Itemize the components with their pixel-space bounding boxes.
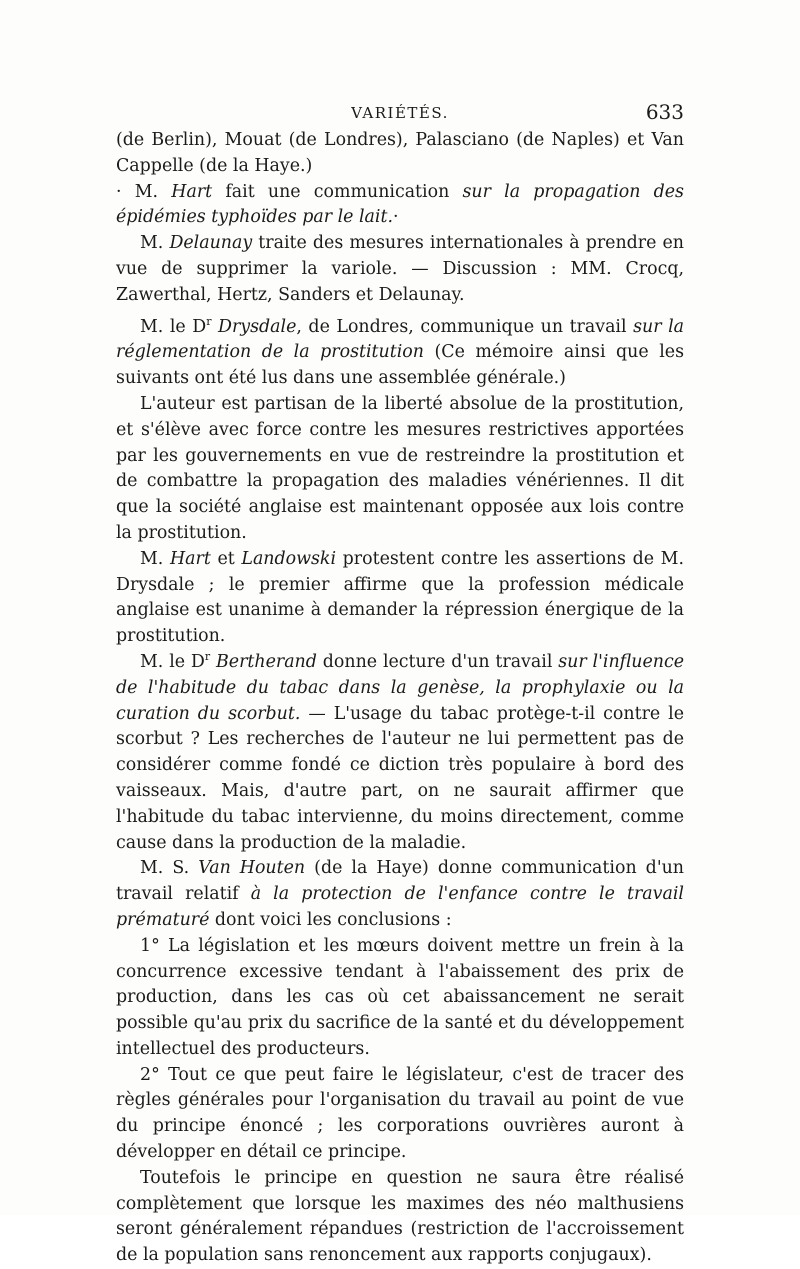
running-head: VARIÉTÉS. [351, 104, 449, 122]
paragraph-6-conjunction: et [210, 548, 242, 569]
paragraph-2-lead: · M. [116, 181, 172, 202]
paragraph-6-text: protestent contre les assertions de M. Drysdale ; le premier affirme que la profession médicale anglaise est unanime à demander la répression énergique de la prostitution. [116, 548, 684, 647]
author-name-landowski: Landowski [241, 548, 337, 569]
paragraph-8-lead: M. S. [140, 858, 199, 879]
paragraph-4-text: , de Londres, communique un travail [296, 316, 634, 337]
paragraph-8-tail: dont voici les conclusions : [209, 909, 452, 930]
author-name-hart: Hart [171, 181, 213, 202]
paragraph-6 [116, 547, 684, 650]
paragraph-4-lead: M. le D [140, 316, 207, 337]
paragraph-4-superscript: r [206, 314, 212, 328]
author-name-hart-2: Hart [169, 548, 211, 569]
conclusion-1 [116, 934, 684, 1063]
paper-title-hart: sur la propagation des épidémies typhoïdes par le lait. [116, 181, 684, 228]
paper-title-drysdale: sur la réglementation de la prostitution [116, 316, 684, 363]
paragraph-final [116, 1166, 684, 1269]
paragraph-final-text: Toutefois le principe en question ne saura être réalisé complètement que lorsque les maximes des néo malthusiens seront généralement répandues (restriction de l'accroissement de la population sans renoncement aux rapports conjugaux). [116, 1167, 684, 1266]
paragraph-7-tail: — L'usage du tabac protège-t-il contre le scorbut ? Les recherches de l'auteur ne lui permettent pas de considérer comme fondé ce diction très populaire à bord des vaisseaux. Mais, d'autre part, on ne saurait affirmer que l'habitude du tabac intervienne, du moins directement, comme cause dans la production de la maladie. [116, 703, 684, 853]
author-name-van-houten: Van Houten [198, 858, 306, 879]
paragraph-1 [116, 128, 684, 180]
paragraph-7-text: donne lecture d'un travail [316, 651, 559, 672]
paragraph-3-text: traite des mesures internationales à prendre en vue de supprimer la variole. — Discussion : MM. Crocq, Zawerthal, Hertz, Sanders et Delaunay. [116, 233, 684, 305]
paragraph-7 [116, 650, 684, 856]
paragraph-8-text: (de la Haye) donne communication d'un travail relatif [116, 858, 684, 905]
paragraph-4-tail: (Ce mémoire ainsi que les suivants ont été lus dans une assemblée générale.) [116, 342, 685, 389]
paragraph-1-text: (de Berlin), Mouat (de Londres), Palasciano (de Naples) et Van Cappelle (de la Haye.) [116, 130, 684, 176]
conclusion-2-text: 2° Tout ce que peut faire le législateur, c'est de tracer des règles générales pour l'organisation du travail au point de vue du principe énoncé ; les corporations ouvrières auront à développer en détail ce principe. [116, 1064, 684, 1163]
paragraph-5-text: L'auteur est partisan de la liberté absolue de la prostitution, et s'élève avec force contre les mesures restrictives apportées par les gouvernements en vue de restreindre la prostitution et de combattre la propagation des maladies vénériennes. Il dit que la société anglaise est maintenant opposée aux lois contre la prostitution. [116, 393, 684, 543]
page-number: 633 [645, 100, 684, 124]
paragraph-6-lead: M. [140, 548, 170, 569]
paragraph-8 [116, 856, 684, 933]
paragraph-2-tail: · [393, 207, 399, 228]
paper-title-van-houten: à la protection de l'enfance contre le travail prématuré [116, 884, 684, 930]
paragraph-3-lead: M. [140, 233, 170, 254]
paragraph-7-superscript: r [204, 650, 211, 664]
paragraph-2-text: fait une communication [212, 181, 463, 202]
page-header [116, 98, 684, 128]
paragraph-7-lead: M. le D [140, 651, 205, 672]
body-text [116, 128, 684, 1269]
author-name-delaunay: Delaunay [169, 233, 253, 254]
author-name-bertherand: Bertherand [216, 651, 317, 672]
paper-title-bertherand: sur l'influence de l'habitude du tabac dans la genèse, la prophylaxie ou la curation du scorbut. [116, 651, 684, 724]
paragraph-4 [116, 315, 684, 392]
conclusion-1-text: 1° La législation et les mœurs doivent mettre un frein à la concurrence excessive tendant à l'abaissement des prix de production, dans les cas où cet abaissancement ne serait possible qu'au prix du sacrifice de la santé et du développement intellectuel des producteurs. [116, 935, 684, 1059]
author-name-drysdale: Drysdale [218, 316, 297, 337]
paragraph-2 [116, 180, 684, 232]
conclusion-2 [116, 1063, 684, 1166]
paragraph-3 [116, 231, 684, 308]
paragraph-5 [116, 392, 684, 547]
